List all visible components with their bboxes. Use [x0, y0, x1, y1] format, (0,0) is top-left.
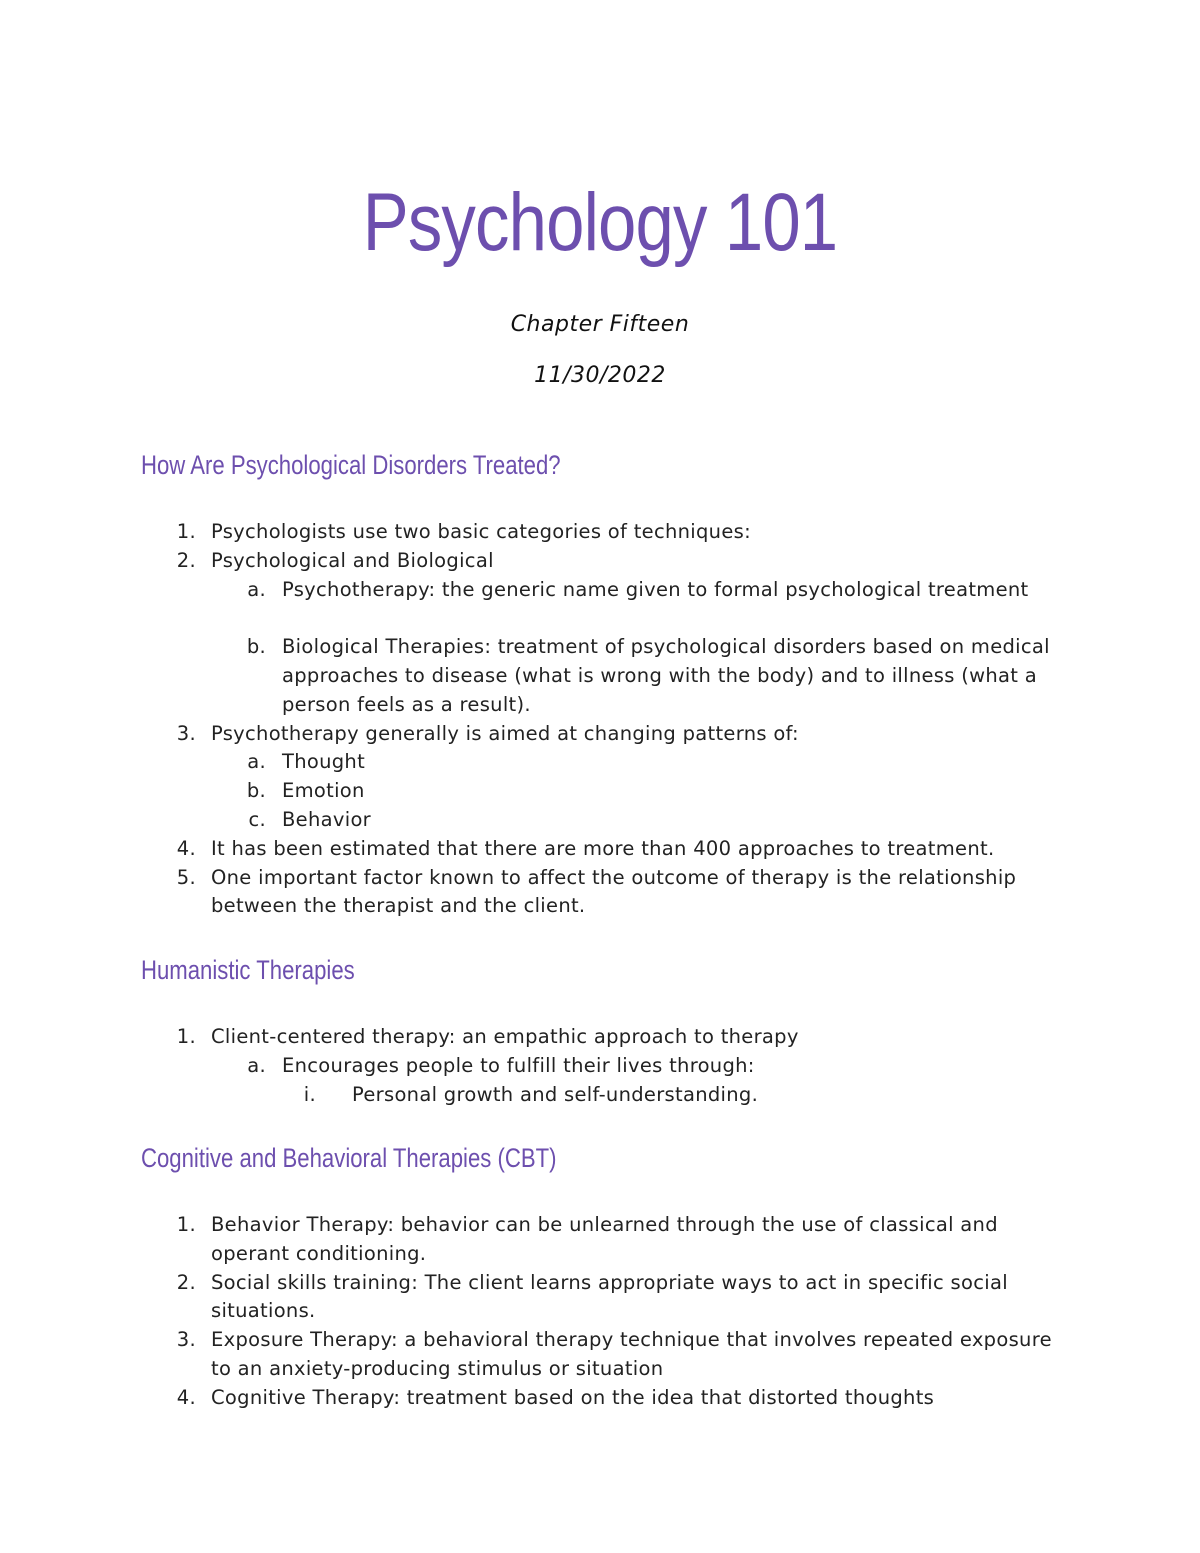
list-item — [0, 1326, 1200, 1384]
list-item — [0, 1023, 1200, 1052]
list-item-text: Social skills training: The client learns appropriate ways to act in specific social situations. — [211, 1270, 1008, 1323]
list-item — [0, 576, 1200, 634]
list-item-text: One important factor known to affect the outcome of therapy is the relationship between the therapist and the client. — [211, 865, 1017, 918]
document-date: 11/30/2022 — [534, 363, 666, 388]
list-marker: i. — [303, 1082, 316, 1106]
list-item-text: Psychotherapy generally is aimed at changing patterns of: — [211, 721, 799, 745]
list-marker: b. — [246, 635, 266, 659]
list-item-text: It has been estimated that there are more than 400 approaches to treatment. — [211, 836, 995, 860]
list-marker: a. — [247, 750, 266, 774]
list-marker: 3. — [176, 721, 196, 745]
list-item-text: Biological Therapies: treatment of psychological disorders based on medical approaches to disease (what is wrong with the body) and to illness (what a person feels as a result). — [282, 635, 1050, 716]
list-item-text: Encourages people to fulfill their lives through: — [282, 1053, 755, 1077]
list-marker: c. — [248, 807, 266, 831]
list-item-text: Thought — [282, 750, 366, 774]
section-heading: Humanistic Therapies — [141, 955, 355, 985]
list-item-text: Personal growth and self-understanding. — [352, 1082, 759, 1106]
list-item — [0, 864, 1200, 922]
list-item-text: Client-centered therapy: an empathic approach to therapy — [211, 1025, 799, 1048]
list-item-text: Cognitive Therapy: treatment based on the idea that distorted thoughts — [211, 1385, 935, 1409]
list-item — [0, 633, 1200, 719]
list-item-text: Psychotherapy: the generic name given to formal psychological treatment — [282, 577, 1029, 601]
list-marker: 4. — [176, 1385, 196, 1409]
list-marker: 2. — [176, 548, 196, 572]
section-list — [0, 1023, 1200, 1109]
list-item — [0, 806, 1200, 835]
list-marker: 2. — [176, 1270, 196, 1294]
section-heading: How Are Psychological Disorders Treated? — [141, 450, 561, 480]
list-item — [0, 1052, 1200, 1081]
list-marker: b. — [246, 779, 266, 803]
document-title: Psychology 101 — [362, 177, 838, 268]
list-item — [0, 748, 1200, 777]
list-marker: 3. — [176, 1328, 196, 1352]
list-item — [0, 518, 1200, 547]
list-item-text: Psychological and Biological — [211, 548, 494, 572]
list-marker: 1. — [176, 1025, 196, 1048]
list-item — [0, 777, 1200, 806]
list-item — [0, 835, 1200, 864]
list-item — [0, 1211, 1200, 1269]
section-list — [0, 518, 1200, 921]
list-item-text: Emotion — [282, 779, 365, 803]
list-marker: 5. — [176, 865, 196, 889]
section-list — [0, 1211, 1200, 1413]
list-item-text: Exposure Therapy: a behavioral therapy technique that involves repeated exposure to an anxiety-producing stimulus or situation — [211, 1328, 1052, 1380]
list-item — [0, 1269, 1200, 1327]
list-item — [0, 720, 1200, 749]
list-item — [0, 547, 1200, 576]
section-heading: Cognitive and Behavioral Therapies (CBT) — [141, 1143, 557, 1173]
list-marker: 1. — [176, 520, 196, 543]
list-item — [0, 1081, 1200, 1110]
chapter-subtitle: Chapter Fifteen — [510, 312, 690, 337]
list-marker: 4. — [176, 836, 196, 860]
list-marker: 1. — [176, 1213, 196, 1236]
list-marker: a. — [247, 577, 266, 601]
list-item-text: Behavior — [282, 807, 371, 831]
list-item — [0, 1384, 1200, 1413]
list-item-text: Behavior Therapy: behavior can be unlearned through the use of classical and operant conditioning. — [211, 1213, 998, 1265]
list-marker: a. — [247, 1053, 266, 1077]
list-item-text: Psychologists use two basic categories of techniques: — [211, 520, 751, 543]
